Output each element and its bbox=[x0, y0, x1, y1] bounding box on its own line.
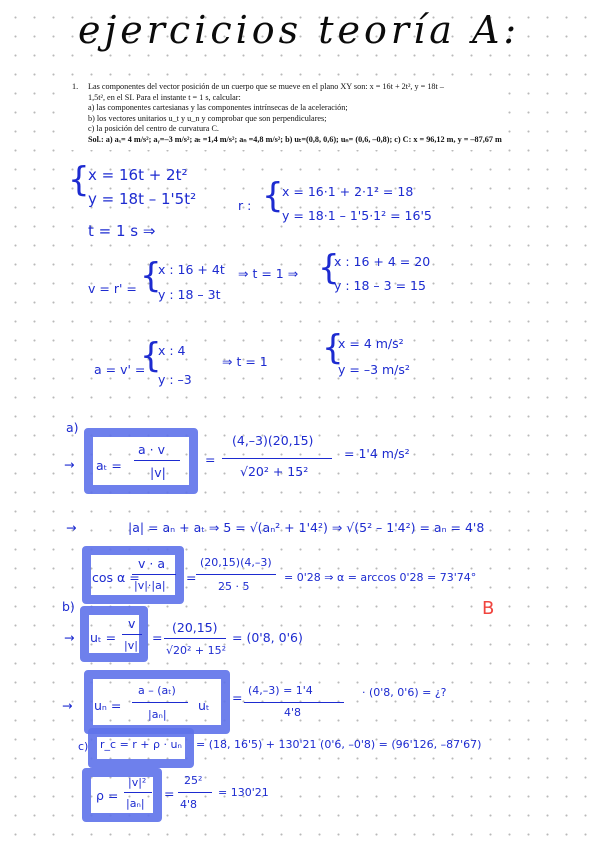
arrow-marker: → bbox=[62, 698, 73, 713]
problem-line: c) la posición del centro de curvatura C. bbox=[88, 124, 219, 134]
problem-line: b) los vectores unitarios u_t y u_n y comprobar que son perpendiculares; bbox=[88, 113, 327, 123]
t-line: t = 1 s ⇒ bbox=[88, 222, 156, 240]
part-a-label: a) bbox=[66, 420, 79, 435]
problem-solution: Sol.: a) aₓ= 4 m/s²; aᵧ=–3 m/s²; aₜ =1,4 m/s²; aₙ =4,8 m/s²; b) uₜ=(0,8, 0,6); uₙ= (0,6, –0,8); c) C: x = 96,12 m, y = –87,67 m bbox=[88, 134, 502, 144]
un-result: · (0'8, 0'6) = ¿? bbox=[362, 686, 447, 699]
rho-den-values: 4'8 bbox=[180, 798, 198, 811]
a-arrow: ⇒ t = 1 bbox=[222, 354, 268, 369]
an-line: |a| = aₙ + aₜ ⇒ 5 = √(aₙ² + 1'4²) ⇒ √(5² – 1'4²) = aₙ = 4'8 bbox=[128, 520, 485, 535]
red-mark-B: B bbox=[482, 598, 495, 619]
un-num: a – (aₜ) bbox=[138, 684, 176, 697]
problem-number: 1. bbox=[72, 82, 79, 91]
at-num: a · v bbox=[138, 442, 165, 457]
equals: = bbox=[232, 690, 243, 705]
problem-statement bbox=[62, 80, 502, 150]
rc-lhs: r_c = r + ρ · uₙ bbox=[100, 738, 182, 751]
cos-result: = 0'28 ⇒ α = arccos 0'28 = 73'74° bbox=[284, 571, 477, 584]
fraction-bar bbox=[222, 458, 332, 459]
brace: { bbox=[140, 256, 162, 296]
ut-den: |v| bbox=[124, 639, 138, 652]
ut-lhs: uₜ = bbox=[90, 630, 117, 645]
v-x: x : 16 + 4t bbox=[158, 262, 225, 277]
page-title: ejercicios teoría A: bbox=[78, 8, 521, 52]
brace: { bbox=[262, 176, 284, 216]
fraction-bar bbox=[178, 792, 212, 793]
fraction-bar bbox=[196, 574, 276, 575]
sys-y: y = 18t – 1'5t² bbox=[88, 190, 197, 208]
brace: { bbox=[318, 248, 340, 288]
un-lhs: uₙ = bbox=[94, 698, 122, 713]
ut-num: v bbox=[128, 616, 136, 631]
fraction-bar bbox=[122, 634, 142, 635]
v-y: y : 18 – 3t bbox=[158, 287, 221, 302]
ut-den-values: √20² + 15² bbox=[166, 644, 227, 657]
equals: = bbox=[205, 452, 216, 467]
a-label: a = v' = bbox=[94, 362, 146, 377]
rho-num-values: 25² bbox=[184, 774, 203, 787]
un-num-values: (4,–3) = 1'4 bbox=[248, 684, 313, 697]
r-y: y = 18·1 – 1'5·1² = 16'5 bbox=[282, 208, 432, 223]
a-x: x : 4 bbox=[158, 343, 186, 358]
rho-num: |v|² bbox=[128, 776, 147, 789]
fraction-bar bbox=[164, 638, 226, 639]
equals: = bbox=[152, 630, 163, 645]
ut-num-values: (20,15) bbox=[172, 620, 218, 635]
problem-line: Las componentes del vector posición de un cuerpo que se mueve en el plano XY son: x = 16t + 2t², y = 18t – bbox=[88, 82, 444, 91]
brace: { bbox=[68, 160, 90, 200]
problem-line: 1,5t², en el SI. Para el instante t = 1 s, calcular: bbox=[88, 92, 241, 102]
r-label: r : bbox=[238, 198, 252, 213]
v-label: v = r' = bbox=[88, 281, 137, 296]
a-y: y : –3 bbox=[158, 372, 192, 387]
equals: = bbox=[164, 786, 175, 801]
rho-result: = 130'21 bbox=[218, 786, 269, 799]
cos-den: |v|·|a| bbox=[134, 579, 166, 592]
fraction-bar bbox=[244, 702, 344, 703]
r-x: x = 16·1 + 2·1² = 18 bbox=[282, 184, 414, 199]
v-rx: x : 16 + 4 = 20 bbox=[334, 254, 431, 269]
cos-den-values: 25 · 5 bbox=[218, 580, 250, 593]
rho-den: |aₙ| bbox=[126, 797, 145, 810]
cos-lhs: cos α = bbox=[92, 570, 140, 585]
a-ry: y = –3 m/s² bbox=[338, 362, 410, 377]
fraction-bar bbox=[124, 792, 152, 793]
at-den: |v| bbox=[150, 465, 166, 480]
problem-line: a) las componentes cartesianas y las componentes intrínsecas de la aceleración; bbox=[88, 103, 348, 113]
v-arrow: ⇒ t = 1 ⇒ bbox=[238, 266, 299, 281]
part-b-label: b) bbox=[62, 599, 75, 614]
cos-num-values: (20,15)(4,–3) bbox=[200, 556, 272, 569]
at-num-values: (4,–3)(20,15) bbox=[232, 433, 314, 448]
un-den-values: 4'8 bbox=[284, 706, 302, 719]
un-ut: uₜ bbox=[198, 698, 210, 713]
cos-num: v · a bbox=[138, 556, 165, 571]
highlight-box bbox=[82, 768, 162, 822]
fraction-bar bbox=[132, 574, 176, 575]
a-rx: x = 4 m/s² bbox=[338, 336, 404, 351]
equals: = bbox=[186, 570, 197, 585]
sys-x: x = 16t + 2t² bbox=[88, 166, 188, 184]
at-result: = 1'4 m/s² bbox=[344, 446, 410, 461]
at-den-values: √20² + 15² bbox=[240, 464, 309, 479]
arrow-marker: → bbox=[64, 457, 75, 472]
brace: { bbox=[322, 328, 344, 368]
rc-result: = (18, 16'5) + 130'21 (0'6, –0'8) = (96'126, –87'67) bbox=[196, 738, 482, 751]
v-ry: y : 18 – 3 = 15 bbox=[334, 278, 426, 293]
arrow-marker: → bbox=[64, 630, 75, 645]
ut-result: = (0'8, 0'6) bbox=[232, 630, 303, 645]
arrow-marker: → bbox=[66, 520, 77, 535]
part-c-label: c) bbox=[78, 740, 89, 753]
un-den: |aₙ| bbox=[148, 708, 167, 721]
fraction-bar bbox=[132, 702, 188, 703]
rho-lhs: ρ = bbox=[96, 788, 119, 803]
at-lhs: aₜ = bbox=[96, 458, 122, 473]
fraction-bar bbox=[134, 460, 180, 461]
brace: { bbox=[140, 336, 162, 376]
